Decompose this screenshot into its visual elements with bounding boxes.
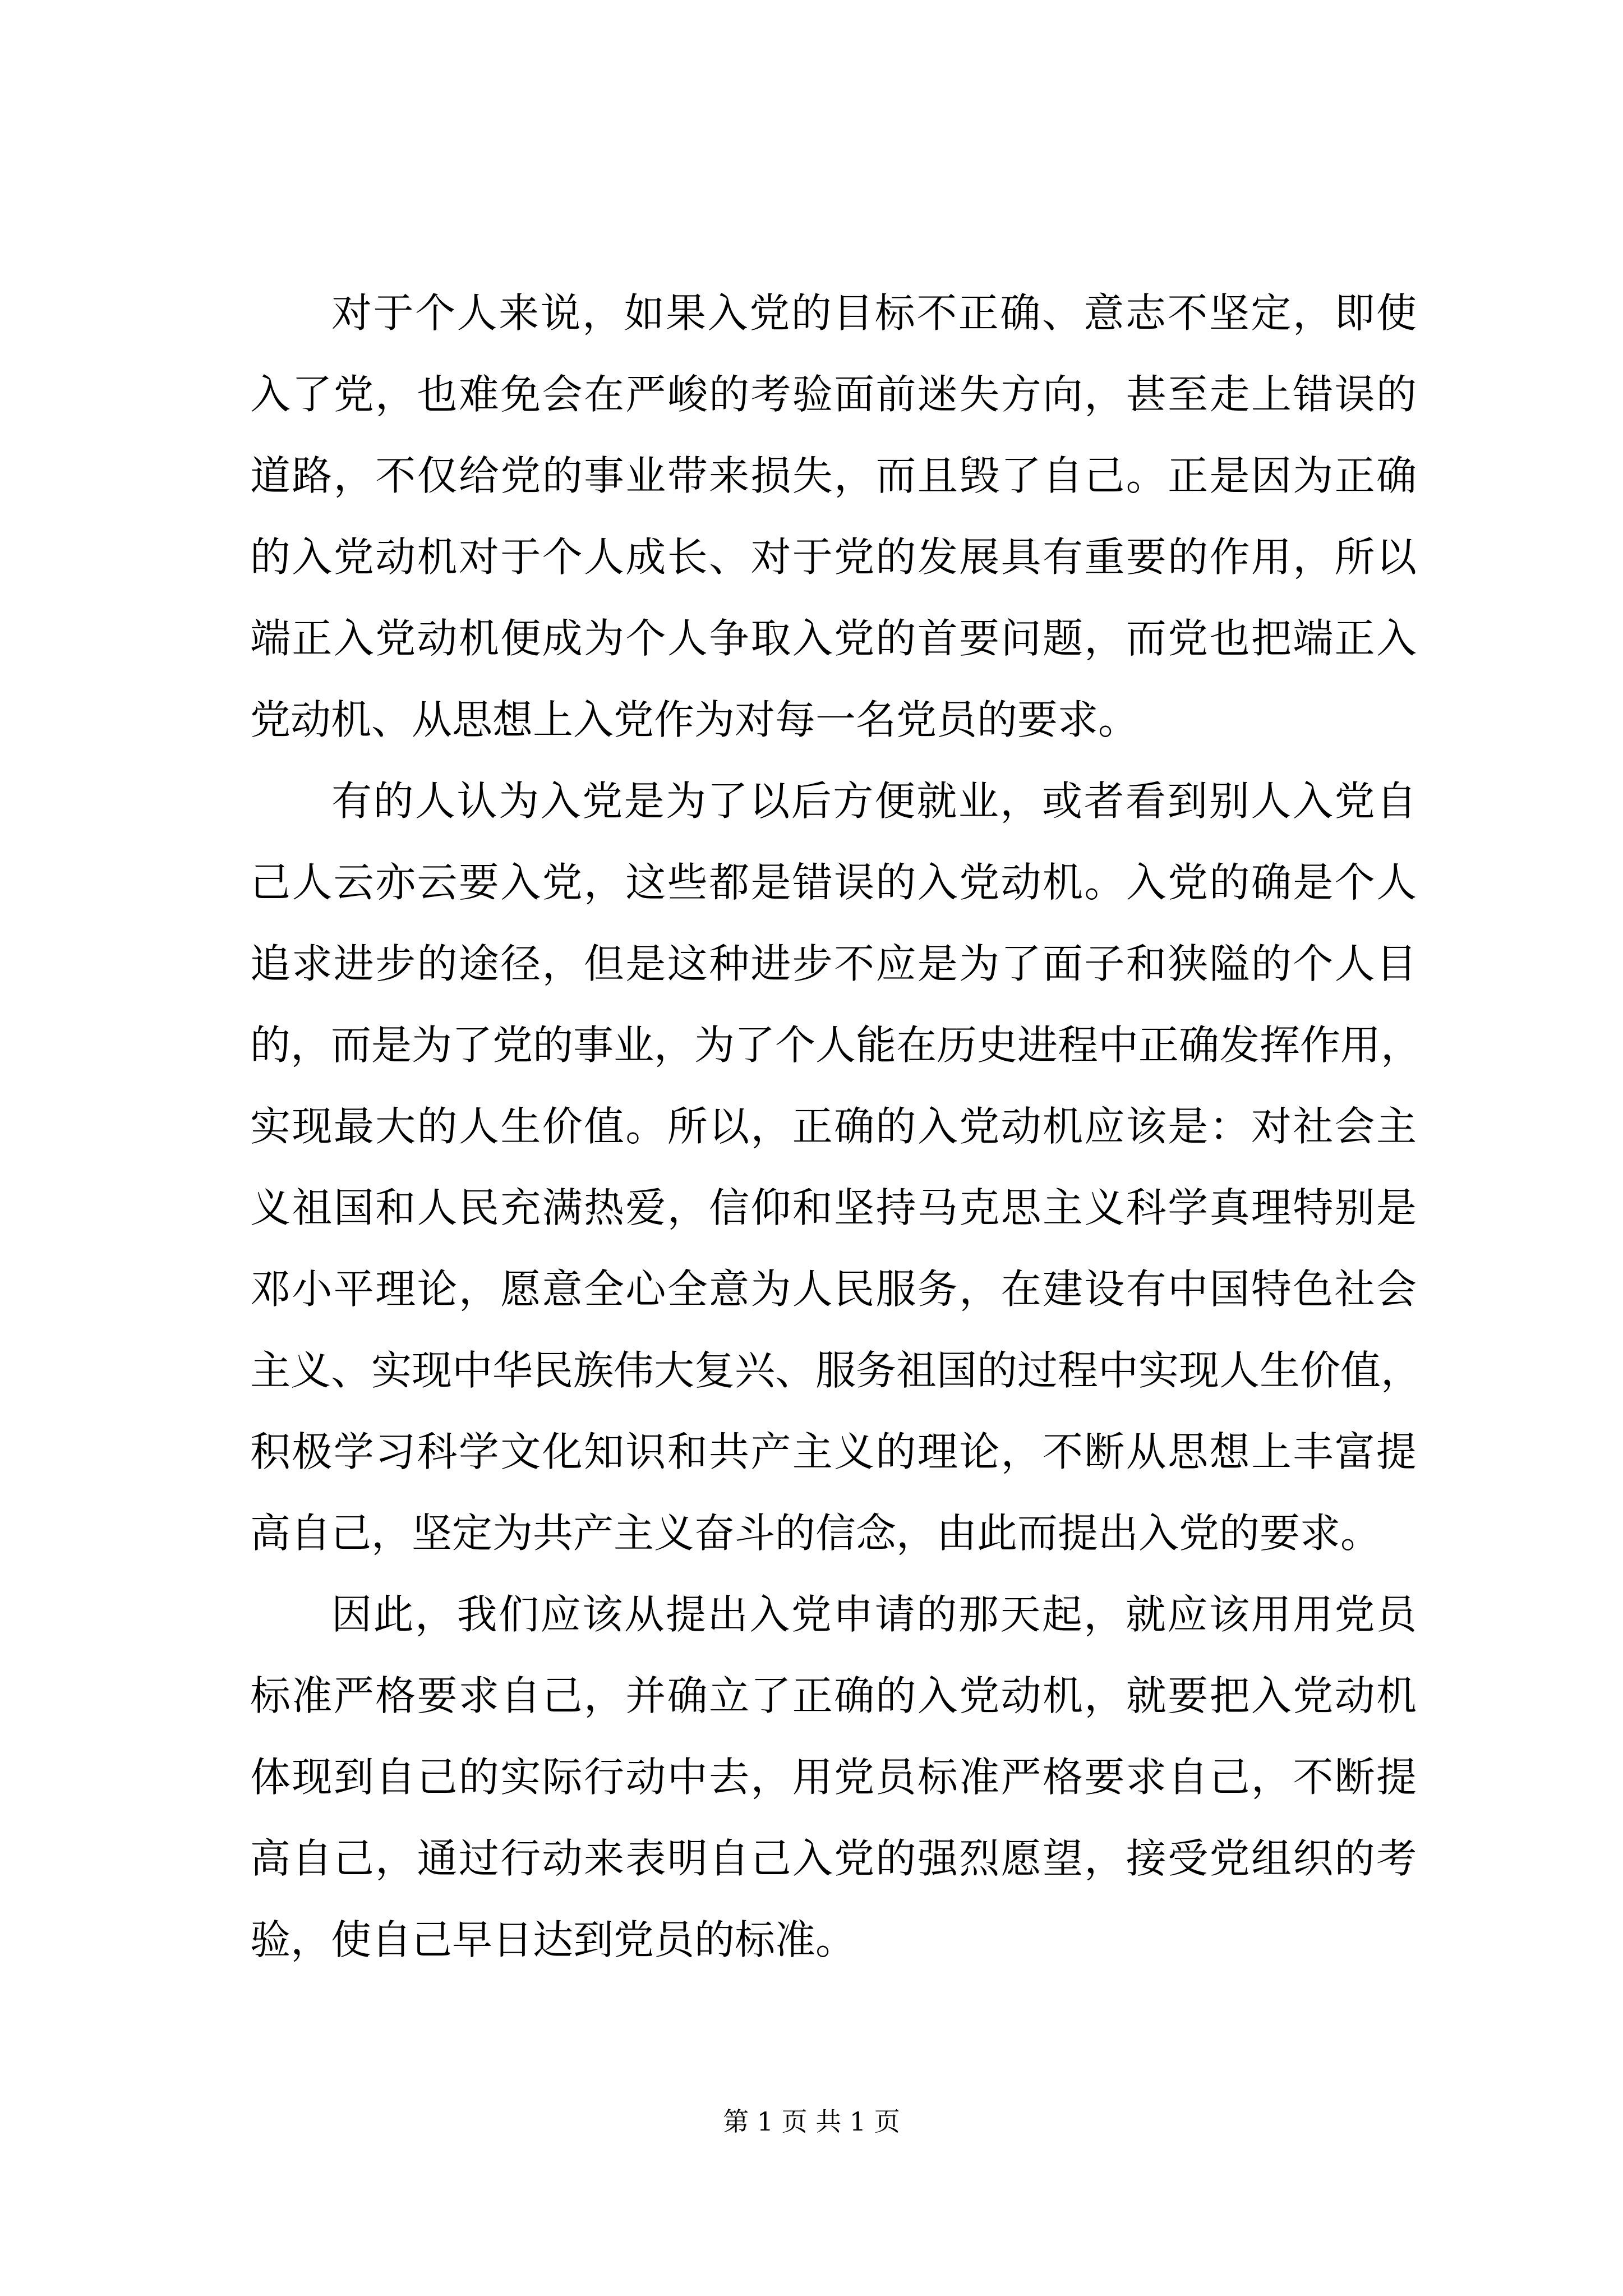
text-line: 邓小平理论，愿意全心全意为人民服务，在建设有中国特色社会 bbox=[250, 1266, 1417, 1313]
text-line: 高自己，坚定为共产主义奋斗的信念，由此而提出入党的要求。 bbox=[250, 1510, 1381, 1557]
document-body bbox=[250, 273, 1422, 1981]
text-line: 党动机、从思想上入党作为对每一名党员的要求。 bbox=[250, 696, 1139, 743]
text-line: 对于个人来说，如果入党的目标不正确、意志不坚定，即使 bbox=[331, 289, 1417, 337]
text-line: 义祖国和人民充满热爱，信仰和坚持马克思主义科学真理特别是 bbox=[250, 1184, 1417, 1231]
text-line: 验，使自己早日达到党员的标准。 bbox=[250, 1916, 856, 1963]
text-line: 因此，我们应该从提出入党申请的那天起，就应该用用党员 bbox=[331, 1591, 1417, 1638]
page-footer: 第 1 页 共 1 页 bbox=[723, 2106, 900, 2137]
text-line: 的入党动机对于个人成长、对于党的发展具有重要的作用，所以 bbox=[250, 533, 1417, 581]
text-line: 高自己，通过行动来表明自己入党的强烈愿望，接受党组织的考 bbox=[250, 1835, 1417, 1882]
text-line: 标准严格要求自己，并确立了正确的入党动机，就要把入党动机 bbox=[250, 1672, 1417, 1719]
text-line: 入了党，也难免会在严峻的考验面前迷失方向，甚至走上错误的 bbox=[250, 371, 1417, 418]
text-line: 有的人认为入党是为了以后方便就业，或者看到别人入党自 bbox=[331, 777, 1417, 825]
text-line: 主义、实现中华民族伟大复兴、服务祖国的过程中实现人生价值， bbox=[250, 1347, 1422, 1394]
text-line: 端正入党动机便成为个人争取入党的首要问题，而党也把端正入 bbox=[250, 615, 1417, 662]
text-line: 的，而是为了党的事业，为了个人能在历史进程中正确发挥作用， bbox=[250, 1022, 1422, 1069]
text-line: 积极学习科学文化知识和共产主义的理论，不断从思想上丰富提 bbox=[250, 1428, 1417, 1475]
text-line: 追求进步的途径，但是这种进步不应是为了面子和狭隘的个人目 bbox=[250, 940, 1417, 987]
text-line: 实现最大的人生价值。所以，正确的入党动机应该是：对社会主 bbox=[250, 1103, 1417, 1150]
text-line: 己人云亦云要入党，这些都是错误的入党动机。入党的确是个人 bbox=[250, 859, 1417, 906]
paragraph-1 bbox=[250, 273, 1417, 761]
text-line: 道路，不仅给党的事业带来损失，而且毁了自己。正是因为正确 bbox=[250, 452, 1417, 499]
paragraph-3 bbox=[250, 1574, 1417, 1981]
text-line: 体现到自己的实际行动中去，用党员标准严格要求自己，不断提 bbox=[250, 1754, 1417, 1801]
paragraph-2 bbox=[250, 761, 1422, 1574]
